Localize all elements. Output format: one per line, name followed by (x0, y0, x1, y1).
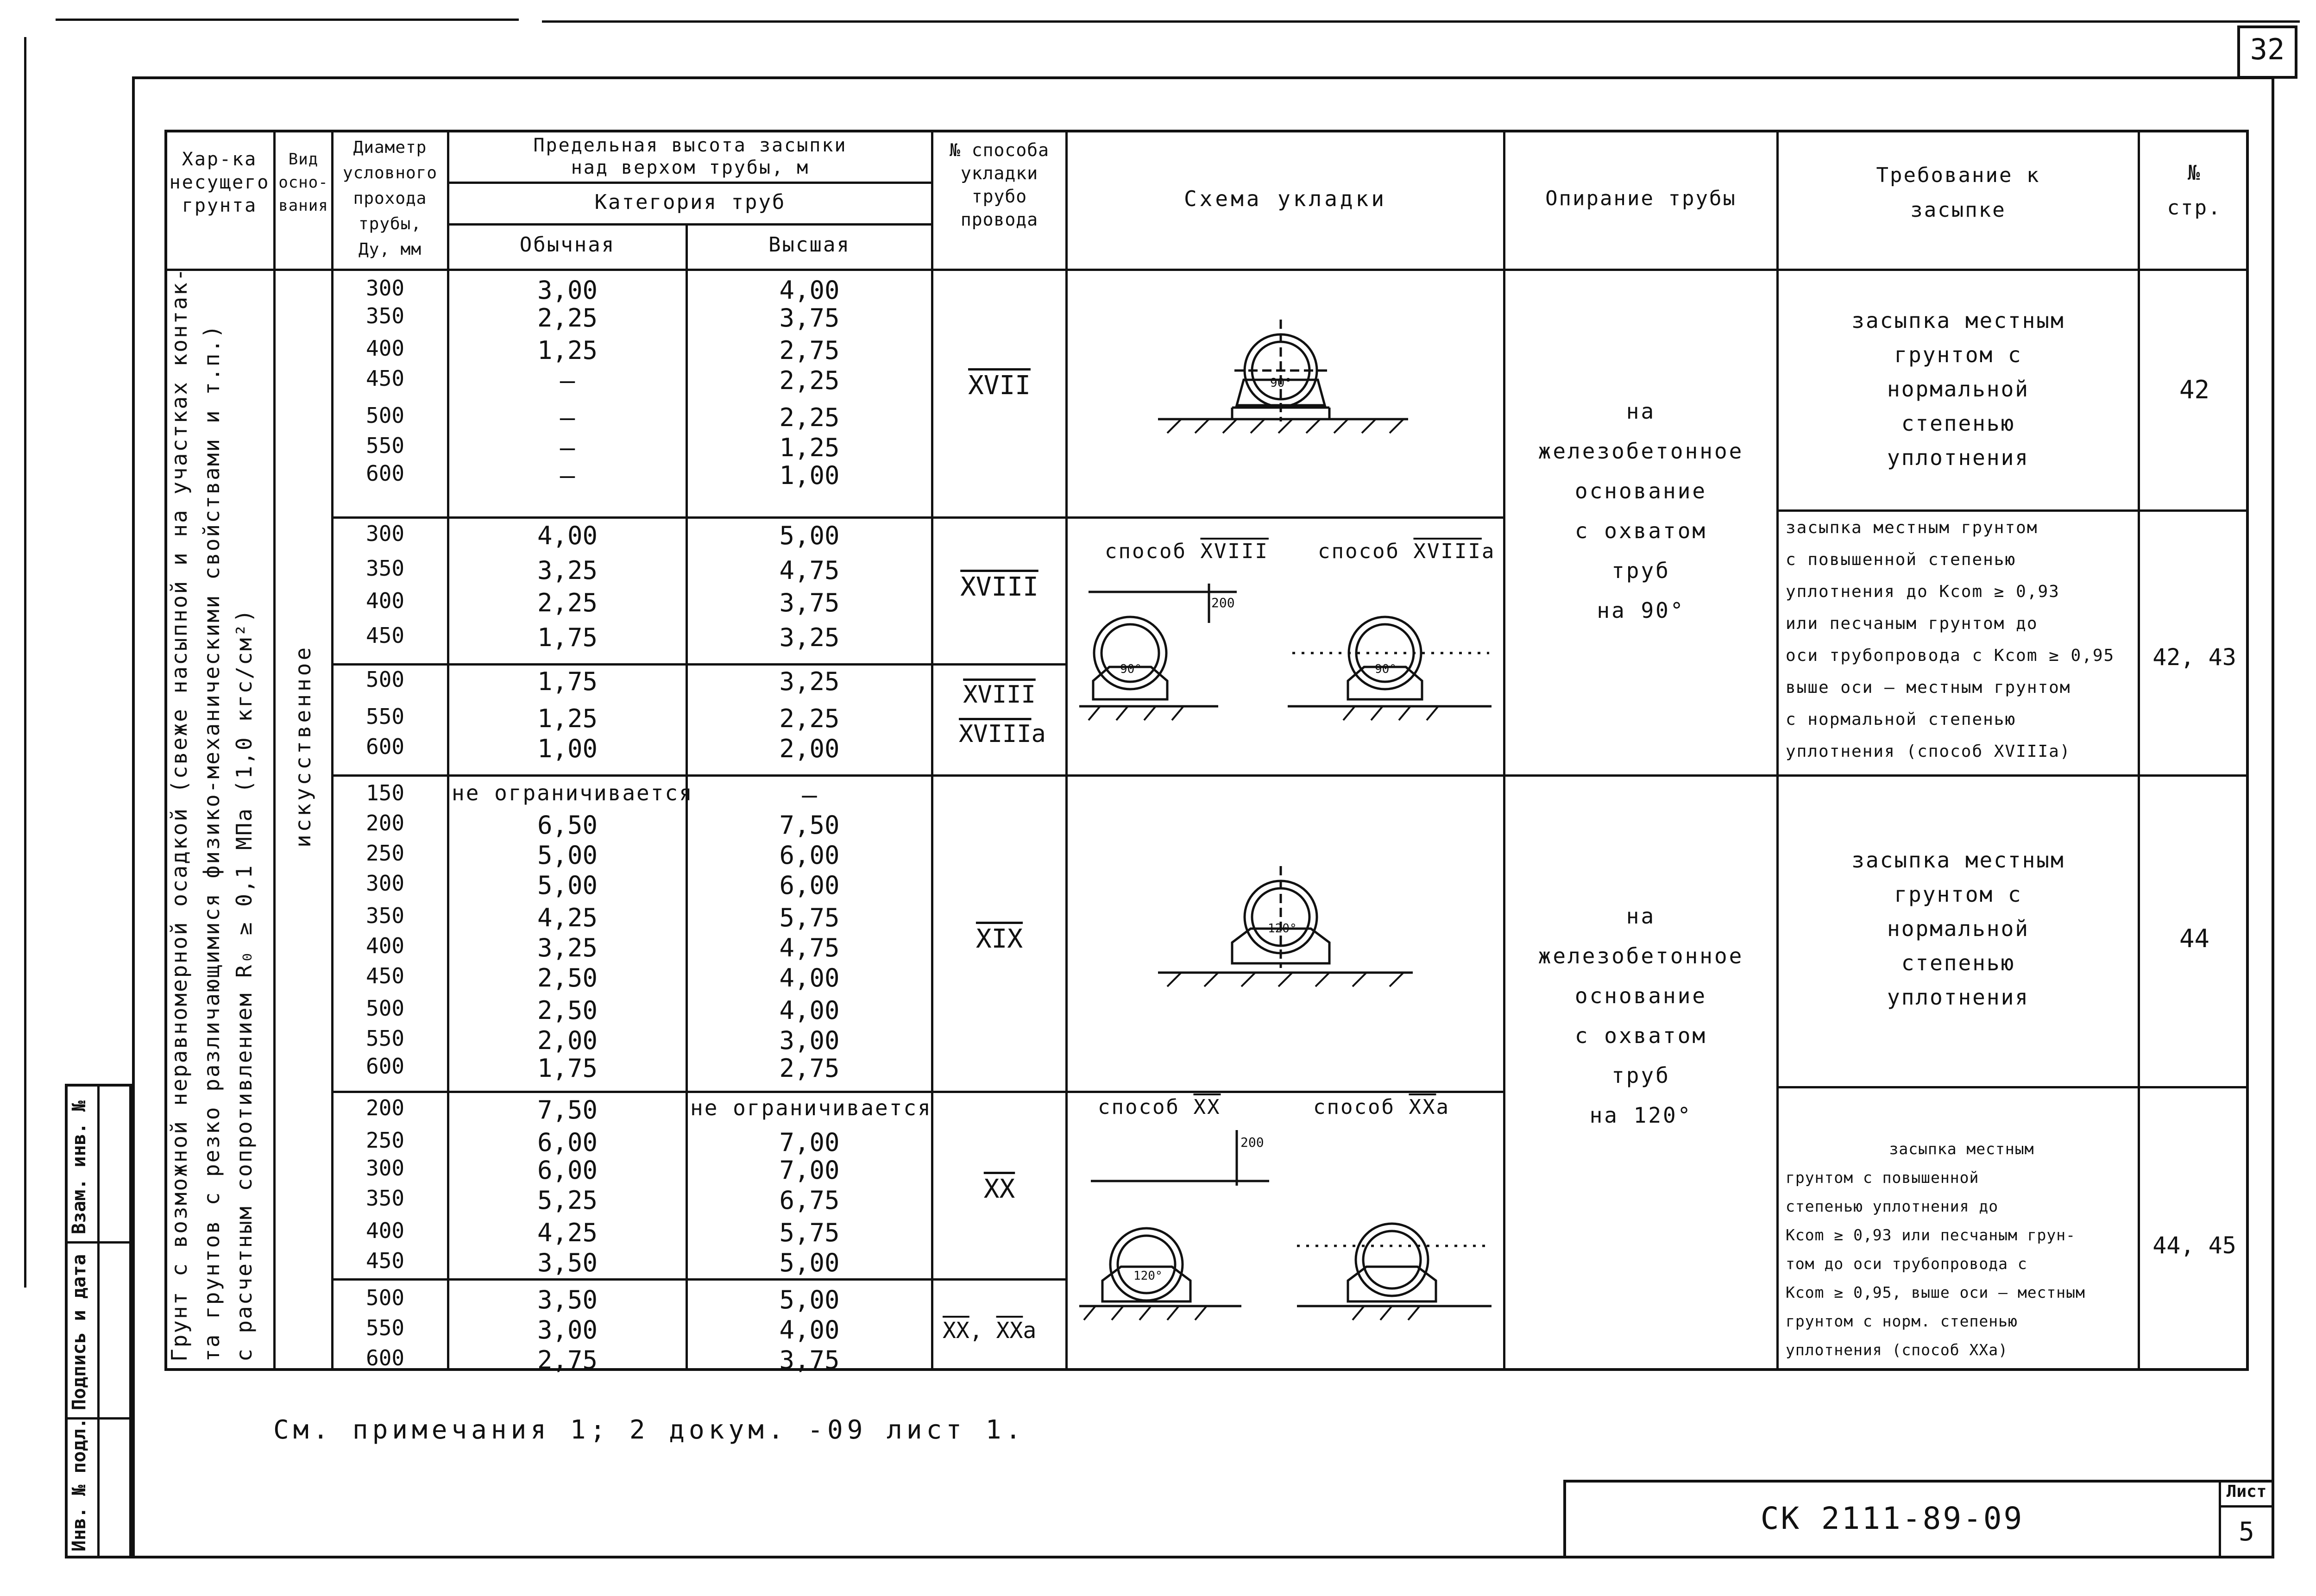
row-11-diameter: 500 (366, 667, 405, 692)
row-5-diameter: 550 (366, 433, 405, 458)
req-3-line-4: степенью (1901, 950, 2015, 975)
row-27-ordinary: 5,25 (537, 1186, 598, 1215)
scheme-2-xviii (1079, 584, 1492, 720)
row-29-diameter: 450 (366, 1248, 405, 1273)
row-3-ordinary: – (560, 366, 575, 395)
requirement-4 (1786, 1135, 2138, 1364)
req-3-line-3: нормальной (1887, 916, 2029, 941)
stamp-inv-label: Инв. № подл. (69, 1418, 90, 1552)
req-4-line-4: Kcom ≥ 0,93 или песчаным грун- (1786, 1226, 2076, 1244)
scheme-4-left-angle: 120° (1133, 1269, 1163, 1283)
row-3-highest: 2,25 (779, 366, 840, 395)
method-XX-XXa: $\overline{XX}$, $\overline{XX}а$ (943, 1318, 1037, 1344)
method-XX-num: $\overline{XX}$ (943, 1318, 969, 1344)
footnote: См. примечания 1; 2 докум. -09 лист 1. (273, 1415, 1026, 1445)
support-90 (1505, 391, 1776, 630)
row-9-ordinary: 2,25 (537, 588, 598, 617)
page-ref-2: 42, 43 (2152, 644, 2236, 671)
req-1-line-5: уплотнения (1887, 445, 2029, 470)
hdr-requirement-1: Требование к (1876, 163, 2040, 187)
row-2-highest: 2,75 (779, 336, 840, 365)
req-3-line-2: грунтом с (1894, 882, 2022, 907)
scheme-4-left-label (1098, 1095, 1221, 1119)
row-12-ordinary: 1,25 (537, 704, 598, 733)
scheme-2-left-num: XVIII (1200, 540, 1269, 563)
row-27-highest: 6,75 (779, 1186, 840, 1215)
req-4-line-5: том до оси трубопровода с (1786, 1255, 2027, 1273)
row-1-ordinary: 2,25 (537, 303, 598, 333)
row-24-ordinary: 7,50 (537, 1095, 598, 1125)
row-13-highest: 2,00 (779, 734, 840, 763)
scheme-4-dim: 200 (1240, 1135, 1264, 1150)
row-30-highest: 5,00 (779, 1285, 840, 1314)
row-23-highest: 2,75 (779, 1054, 840, 1083)
row-16-highest: 6,00 (779, 841, 840, 870)
hdr-base-2: осно- (278, 173, 328, 192)
support-90-line-5: труб (1611, 558, 1670, 583)
row-8-ordinary: 3,25 (537, 556, 598, 585)
row-5-ordinary: – (560, 433, 575, 462)
scheme-2-right-angle: 90° (1375, 662, 1397, 676)
row-32-ordinary: 2,75 (537, 1345, 598, 1375)
row-22-ordinary: 2,00 (537, 1026, 598, 1055)
row-19-diameter: 400 (366, 933, 405, 958)
row-10-diameter: 450 (366, 623, 405, 648)
req-2-line-4: или песчаным грунтом до (1786, 614, 2038, 633)
hdr-height-1: Предельная высота засыпки (533, 135, 847, 156)
row-21-ordinary: 2,50 (537, 996, 598, 1025)
row-21-diameter: 500 (366, 996, 405, 1021)
req-1-line-2: грунтом с (1894, 342, 2022, 367)
row-0-highest: 4,00 (779, 276, 840, 305)
row-6-diameter: 600 (366, 461, 405, 486)
row-12-diameter: 550 (366, 704, 405, 729)
row-18-highest: 5,75 (779, 903, 840, 932)
support-120-line-3: основание (1574, 983, 1707, 1008)
support-120 (1505, 896, 1776, 1135)
soil-description-3: с расчетным сопротивлением R₀ ≥ 0,1 МПа (1,0 кгс/см²) (232, 608, 257, 1362)
row-9-diameter: 400 (366, 588, 405, 613)
support-90-line-6: на 90° (1597, 598, 1685, 623)
row-20-diameter: 450 (366, 963, 405, 988)
hdr-support: Опирание трубы (1545, 187, 1737, 210)
row-4-ordinary: – (560, 403, 575, 432)
support-120-line-4: с охватом (1574, 1023, 1707, 1048)
corner-number: 32 (2250, 32, 2285, 66)
row-0-ordinary: 3,00 (537, 276, 598, 305)
row-1-diameter: 350 (366, 303, 405, 328)
row-11-ordinary: 1,75 (537, 667, 598, 696)
hdr-soil-3: грунта (182, 195, 258, 216)
row-20-ordinary: 2,50 (537, 963, 598, 993)
scheme-2-left-label (1105, 540, 1269, 563)
method-XVIII-combo: XVIII (963, 681, 1036, 709)
req-4-line-8: уплотнения (способ XXа) (1786, 1341, 2008, 1359)
row-19-highest: 4,75 (779, 933, 840, 962)
row-26-diameter: 300 (366, 1156, 405, 1181)
row-15-diameter: 200 (366, 811, 405, 836)
hdr-category: Категория труб (594, 190, 786, 214)
row-18-ordinary: 4,25 (537, 903, 598, 932)
row-31-highest: 4,00 (779, 1315, 840, 1345)
row-22-highest: 3,00 (779, 1026, 840, 1055)
row-6-highest: 1,00 (779, 461, 840, 490)
requirement-3 (1779, 843, 2138, 1014)
support-120-line-1: на (1626, 904, 1656, 929)
hdr-soil-2: несущего (169, 172, 270, 193)
hdr-base-1: Вид (288, 150, 319, 169)
hdr-height-2: над верхом трубы, м (571, 157, 810, 178)
support-90-line-3: основание (1574, 478, 1707, 503)
soil-description-1: Грунт с возможной неравномерной осадкой (свеже насыпной и на участках контак- (167, 267, 192, 1362)
row-30-ordinary: 3,50 (537, 1285, 598, 1314)
row-8-diameter: 350 (366, 556, 405, 581)
req-1-line-3: нормальной (1887, 377, 2029, 402)
method-XVII: XVII (968, 371, 1031, 401)
method-XXa-suffix: а (1023, 1318, 1037, 1344)
row-9-highest: 3,75 (779, 588, 840, 617)
req-3-line-5: уплотнения (1887, 985, 2029, 1010)
hdr-page-1: № (2187, 161, 2202, 185)
row-13-diameter: 600 (366, 734, 405, 759)
req-2-line-1: засыпка местным грунтом (1786, 518, 2038, 537)
req-4-line-7: грунтом с норм. степенью (1786, 1312, 2018, 1330)
row-17-ordinary: 5,00 (537, 871, 598, 900)
hdr-method-4: провода (960, 209, 1038, 230)
hdr-dia-1: Диаметр (353, 138, 427, 157)
hdr-page-2: стр. (2167, 196, 2222, 220)
row-7-diameter: 300 (366, 521, 405, 546)
scheme-3-angle: 120° (1268, 922, 1297, 936)
row-1-highest: 3,75 (779, 303, 840, 333)
base-type: искусственное (290, 644, 315, 848)
scheme-2-right-label (1318, 540, 1495, 563)
scheme-2-left-angle: 90° (1120, 662, 1142, 676)
row-7-ordinary: 4,00 (537, 521, 598, 550)
support-90-line-4: с охватом (1574, 518, 1707, 543)
row-28-diameter: 400 (366, 1218, 405, 1243)
scheme-4-left-word: способ (1098, 1095, 1180, 1119)
row-25-diameter: 250 (366, 1128, 405, 1153)
row-26-highest: 7,00 (779, 1156, 840, 1185)
row-15-highest: 7,50 (779, 811, 840, 840)
row-17-diameter: 300 (366, 871, 405, 896)
scheme-4-xx (1079, 1130, 1492, 1320)
hdr-highest: Высшая (768, 233, 850, 257)
method-XVIII: XVIII (960, 572, 1038, 602)
row-16-diameter: 250 (366, 841, 405, 866)
support-120-line-2: железобетонное (1538, 943, 1744, 968)
row-0-diameter: 300 (366, 276, 405, 301)
row-28-highest: 5,75 (779, 1218, 840, 1247)
row-24-diameter: 200 (366, 1095, 405, 1120)
requirement-1 (1779, 303, 2138, 475)
row-13-ordinary: 1,00 (537, 734, 598, 763)
row-25-highest: 7,00 (779, 1128, 840, 1157)
scheme-2-right-word: способ (1318, 540, 1400, 563)
scheme-4-right-num: $\overline{XX}$ (1409, 1095, 1436, 1119)
row-18-diameter: 350 (366, 903, 405, 928)
req-1-line-1: засыпка местным (1851, 308, 2065, 333)
hdr-dia-2: условного (342, 163, 438, 182)
row-21-highest: 4,00 (779, 996, 840, 1025)
row-22-diameter: 550 (366, 1026, 405, 1051)
scheme-2-left-word: способ (1105, 540, 1187, 563)
support-90-line-2: железобетонное (1538, 439, 1744, 464)
row-14-diameter: 150 (366, 780, 405, 805)
row-29-highest: 5,00 (779, 1248, 840, 1277)
req-1-line-4: степенью (1901, 411, 2015, 436)
sheet-label: Лист (2226, 1482, 2267, 1501)
row-3-diameter: 450 (366, 366, 405, 391)
req-4-line-6: Kcom ≥ 0,95, выше оси – местным (1786, 1283, 2085, 1301)
hdr-method-2: укладки (960, 163, 1038, 183)
req-2-line-3: уплотнения до Kcom ≥ 0,93 (1786, 582, 2060, 601)
req-2-line-5: оси трубопровода с Kcom ≥ 0,95 (1786, 646, 2115, 665)
support-120-line-5: труб (1611, 1063, 1670, 1088)
row-20-highest: 4,00 (779, 963, 840, 993)
row-4-diameter: 500 (366, 403, 405, 428)
row-14-highest: – (802, 780, 817, 810)
scheme-4-right-label (1313, 1095, 1450, 1119)
scheme-4-right-word: способ (1313, 1095, 1395, 1119)
hdr-ordinary: Обычная (519, 233, 616, 257)
requirement-2 (1786, 512, 2138, 767)
req-2-line-7: с нормальной степенью (1786, 710, 2016, 729)
row-11-highest: 3,25 (779, 667, 840, 696)
row-15-ordinary: 6,50 (537, 811, 598, 840)
hdr-dia-3: прохода (353, 189, 427, 208)
scheme-1-angle: 90° (1270, 376, 1292, 390)
row-32-highest: 3,75 (779, 1345, 840, 1375)
row-31-diameter: 550 (366, 1315, 405, 1340)
method-XIX: $\overline{XIX}$ (975, 924, 1023, 954)
hdr-base-3: вания (278, 196, 328, 215)
sheet-number: 5 (2239, 1517, 2254, 1547)
hdr-method-1: № способа (950, 140, 1049, 160)
method-XVIIIa-suffix: а (1031, 720, 1046, 748)
row-2-diameter: 400 (366, 336, 405, 361)
soil-description-2: та грунтов с резко различающимися физико-механическими свойствами и т.п.) (199, 324, 224, 1362)
row-23-ordinary: 1,75 (537, 1054, 598, 1083)
row-12-highest: 2,25 (779, 704, 840, 733)
hdr-soil-1: Хар-ка (182, 149, 258, 170)
row-25-ordinary: 6,00 (537, 1128, 598, 1157)
req-2-line-2: с повышенной степенью (1786, 550, 2016, 569)
row-19-ordinary: 3,25 (537, 933, 598, 962)
row-10-highest: 3,25 (779, 623, 840, 652)
method-XX: $\overline{XX}$ (983, 1174, 1015, 1204)
hdr-requirement-2: засыпке (1910, 198, 2006, 222)
scheme-4-left-num: $\overline{XX}$ (1193, 1095, 1221, 1119)
row-26-ordinary: 6,00 (537, 1156, 598, 1185)
hdr-dia-4: трубы, (358, 214, 422, 233)
row-8-highest: 4,75 (779, 556, 840, 585)
row-16-ordinary: 5,00 (537, 841, 598, 870)
row-24-highest: не ограничивается (690, 1095, 932, 1120)
page-ref-1: 42 (2179, 375, 2210, 404)
row-30-diameter: 500 (366, 1285, 405, 1310)
row-5-highest: 1,25 (779, 433, 840, 462)
page-ref-3: 44 (2179, 924, 2210, 953)
row-2-ordinary: 1,25 (537, 336, 598, 365)
row-4-highest: 2,25 (779, 403, 840, 432)
req-2-line-8: уплотнения (способ XVIIIа) (1786, 742, 2071, 761)
row-28-ordinary: 4,25 (537, 1218, 598, 1247)
row-23-diameter: 600 (366, 1054, 405, 1079)
row-14-ordinary: не ограничивается (452, 780, 693, 805)
row-32-diameter: 600 (366, 1345, 405, 1370)
row-31-ordinary: 3,00 (537, 1315, 598, 1345)
req-4-line-1: засыпка местным (1889, 1140, 2034, 1158)
row-29-ordinary: 3,50 (537, 1248, 598, 1277)
scheme-4-right-suffix: а (1436, 1095, 1450, 1119)
stamp-replacement-label: Взам. инв. № (69, 1100, 90, 1234)
scheme-2-right-suffix: а (1481, 540, 1496, 563)
req-4-line-3: степенью уплотнения до (1786, 1197, 1999, 1215)
row-7-highest: 5,00 (779, 521, 840, 550)
row-27-diameter: 350 (366, 1186, 405, 1211)
support-90-line-1: на (1626, 399, 1656, 424)
row-10-ordinary: 1,75 (537, 623, 598, 652)
method-XVIIIa-num: XVIII (959, 720, 1032, 748)
hdr-method-3: трубо (971, 186, 1027, 207)
scheme-2-right-num: XVIII (1413, 540, 1482, 563)
page-ref-4: 44, 45 (2152, 1232, 2236, 1259)
req-4-line-2: грунтом с повышенной (1786, 1169, 1979, 1187)
hdr-dia-5: Ду, мм (358, 240, 422, 259)
support-120-line-6: на 120° (1589, 1103, 1693, 1128)
req-2-line-6: выше оси – местным грунтом (1786, 678, 2071, 697)
stamp-signature-label: Подпись и дата (69, 1254, 90, 1410)
req-3-line-1: засыпка местным (1851, 848, 2065, 873)
scheme-2-dim: 200 (1211, 595, 1235, 610)
method-XXa-num: $\overline{XX}$ (996, 1318, 1023, 1344)
document-code: СК 2111-89-09 (1760, 1501, 2024, 1536)
row-17-highest: 6,00 (779, 871, 840, 900)
row-6-ordinary: – (560, 461, 575, 490)
hdr-scheme: Схема укладки (1183, 186, 1387, 211)
